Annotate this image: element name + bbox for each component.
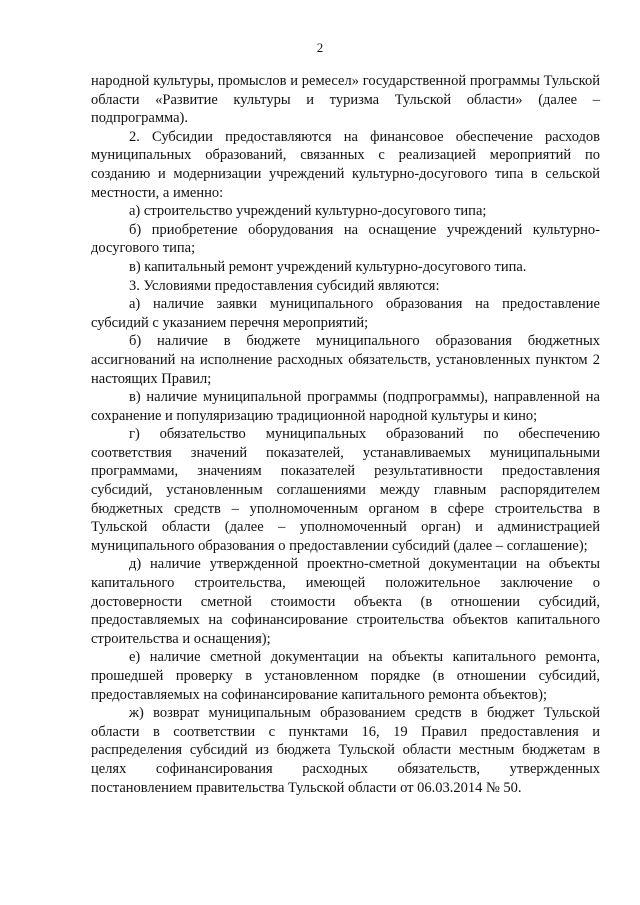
document-body (91, 72, 600, 797)
paragraph-continuation: народной культуры, промыслов и ремесел» государственной программы Тульской области «Развитие культуры и туризма Тульской области» (далее – подпрограмма). (91, 73, 600, 127)
paragraph-clause-3: 3. Условиями предоставления субсидий являются: (129, 277, 440, 294)
paragraph-clause-3f: е) наличие сметной документации на объекты капитального ремонта, прошедшей проверку в установленном порядке (в отношении субсидий, предоставляемых на софинансирование капитального ремонта объектов); (91, 649, 600, 703)
paragraph-clause-2a: а) строительство учреждений культурно-досугового типа; (129, 203, 487, 220)
paragraph-clause-3e: д) наличие утвержденной проектно-сметной документации на объекты капитального строительства, имеющей положительное заключение о достоверности сметной стоимости объекта (в отношении субсидий, предоставляемых на софинансирование строительства объектов капитального строительства и оснащения); (91, 556, 600, 647)
paragraph-clause-2c: в) капитальный ремонт учреждений культурно-досугового типа. (129, 258, 527, 275)
paragraph-clause-3d: г) обязательство муниципальных образований по обеспечению соответствия значений показателей, устанавливаемых муниципальными программами, значениям показателей результативности предоставления субсидий, установленным соглашениями между главным распорядителем бюджетных средств – уполномоченным органом в сфере строительства в Тульской области (далее – уполномоченный орган) и администрацией муниципального образования о предоставлении субсидий (далее – соглашение); (91, 426, 600, 554)
paragraph-clause-3a: а) наличие заявки муниципального образования на предоставление субсидий с указанием перечня мероприятий; (91, 296, 600, 331)
page-number: 2 (316, 40, 324, 55)
paragraph-clause-3c: в) наличие муниципальной программы (подпрограммы), направленной на сохранение и популяризацию традиционной народной культуры и кино; (91, 389, 600, 424)
paragraph-clause-2: 2. Субсидии предоставляются на финансовое обеспечение расходов муниципальных образований, связанных с реализацией мероприятий по созданию и модернизации учреждений культурно-досугового типа в сельской местности, а именно: (91, 128, 600, 201)
paragraph-clause-3g: ж) возврат муниципальным образованием средств в бюджет Тульской области в соответствии с пунктами 16, 19 Правил предоставления и распределения субсидий из бюджета Тульской области местным бюджетам в целях софинансирования расходных обязательств, утвержденных постановлением правительства Тульской области от 06.03.2014 № 50. (91, 705, 600, 796)
paragraph-clause-2b: б) приобретение оборудования на оснащение учреждений культурно-досугового типа; (91, 221, 600, 257)
paragraph-clause-3b: б) наличие в бюджете муниципального образования бюджетных ассигнований на исполнение расходных обязательств, установленных пунктом 2 настоящих Правил; (91, 333, 600, 387)
